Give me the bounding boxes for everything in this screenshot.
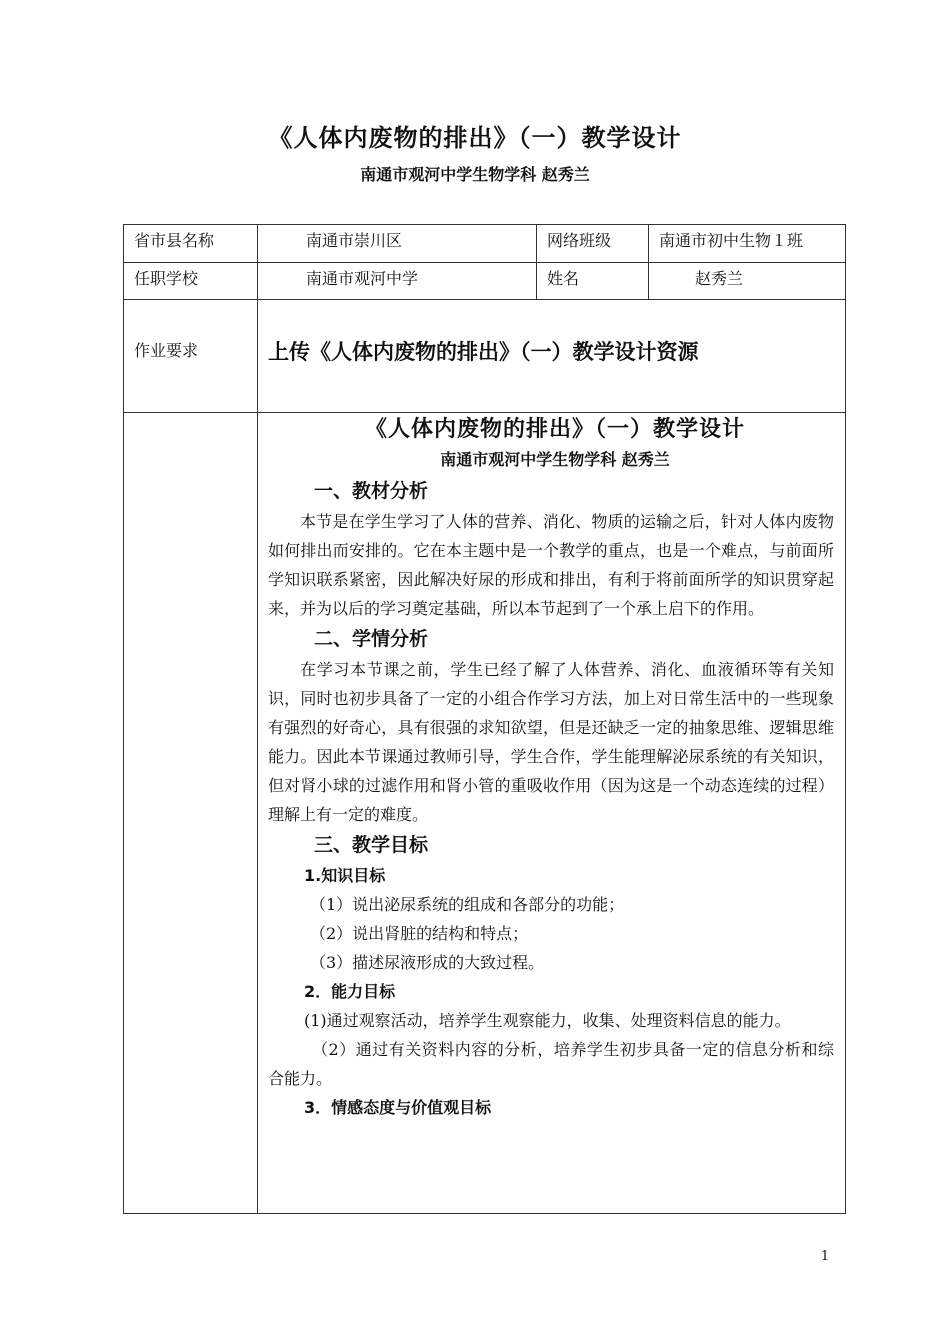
document-title: 《人体内废物的排出》（一）教学设计 <box>268 124 682 152</box>
section-body-students: 在学习本节课之前，学生已经了解了人体营养、消化、血液循环等有关知识，同时也初步具备了一定的小组合作学习方法，加上对日常生活中的一些现象有强烈的好奇心，具有很强的求知欲望，但是还缺乏一定的抽象思维、逻辑思维能力。因此本节课通过教师引导，学生合作，学生能理解泌尿系统的有关知识，但对肾小球的过滤作用和肾小管的重吸收作用（因为这是一个动态连续的过程）理解上有一定的难度。 <box>268 660 834 824</box>
region-label: 省市县名称 <box>134 231 215 250</box>
page-number: 1 <box>820 1249 830 1264</box>
school-value-cell <box>258 263 537 300</box>
empty-label-cell <box>124 413 258 1214</box>
task-value-cell <box>258 300 846 413</box>
name-value-cell <box>649 263 846 300</box>
content-cell <box>258 413 846 1214</box>
region-value-cell <box>258 225 537 263</box>
knowledge-item: （3）描述尿液形成的大致过程。 <box>310 953 545 972</box>
task-label: 作业要求 <box>134 341 199 360</box>
section-heading-objectives: 三、教学目标 <box>314 834 429 856</box>
task-value: 上传《人体内废物的排出》（一）教学设计资源 <box>268 340 699 364</box>
emotion-objectives-heading: 3．情感态度与价值观目标 <box>304 1098 492 1117</box>
class-value-cell <box>649 225 846 263</box>
table-row <box>124 225 846 263</box>
name-label: 姓名 <box>547 269 580 288</box>
class-label-cell <box>537 225 649 263</box>
table-row <box>124 300 846 413</box>
name-label-cell <box>537 263 649 300</box>
content-title: 《人体内废物的排出》（一）教学设计 <box>364 417 745 442</box>
ability-item: (1)通过观察活动，培养学生观察能力，收集、处理资料信息的能力。 <box>304 1011 791 1030</box>
school-label: 任职学校 <box>134 269 199 288</box>
section-heading-textbook: 一、教材分析 <box>314 480 429 502</box>
document-author: 南通市观河中学生物学科 赵秀兰 <box>360 165 590 184</box>
task-label-cell <box>124 300 258 413</box>
region-value: 南通市崇川区 <box>306 231 403 250</box>
section-heading-students: 二、学情分析 <box>314 628 429 650</box>
info-table <box>123 224 846 1214</box>
class-label: 网络班级 <box>547 231 612 250</box>
ability-item: （2）通过有关资料内容的分析，培养学生初步具备一定的信息分析和综合能力。 <box>268 1040 834 1088</box>
content-author: 南通市观河中学生物学科 赵秀兰 <box>440 450 670 469</box>
school-label-cell <box>124 263 258 300</box>
knowledge-item: （2）说出肾脏的结构和特点； <box>310 924 529 943</box>
ability-objectives-heading: 2．能力目标 <box>304 982 396 1001</box>
region-label-cell <box>124 225 258 263</box>
table-row <box>124 263 846 300</box>
name-value: 赵秀兰 <box>695 269 744 288</box>
section-body-textbook: 本节是在学生学习了人体的营养、消化、物质的运输之后，针对人体内废物如何排出而安排的。它在本主题中是一个教学的重点，也是一个难点，与前面所学知识联系紧密，因此解决好尿的形成和排出，有利于将前面所学的知识贯穿起来，并为以后的学习奠定基础，所以本节起到了一个承上启下的作用。 <box>268 512 834 618</box>
lesson-content <box>258 415 845 1122</box>
class-value: 南通市初中生物１班 <box>659 231 804 250</box>
knowledge-objectives-heading: 1.知识目标 <box>304 866 386 885</box>
knowledge-item: （1）说出泌尿系统的组成和各部分的功能； <box>310 895 625 914</box>
school-value: 南通市观河中学 <box>306 269 419 288</box>
table-row <box>124 413 846 1214</box>
